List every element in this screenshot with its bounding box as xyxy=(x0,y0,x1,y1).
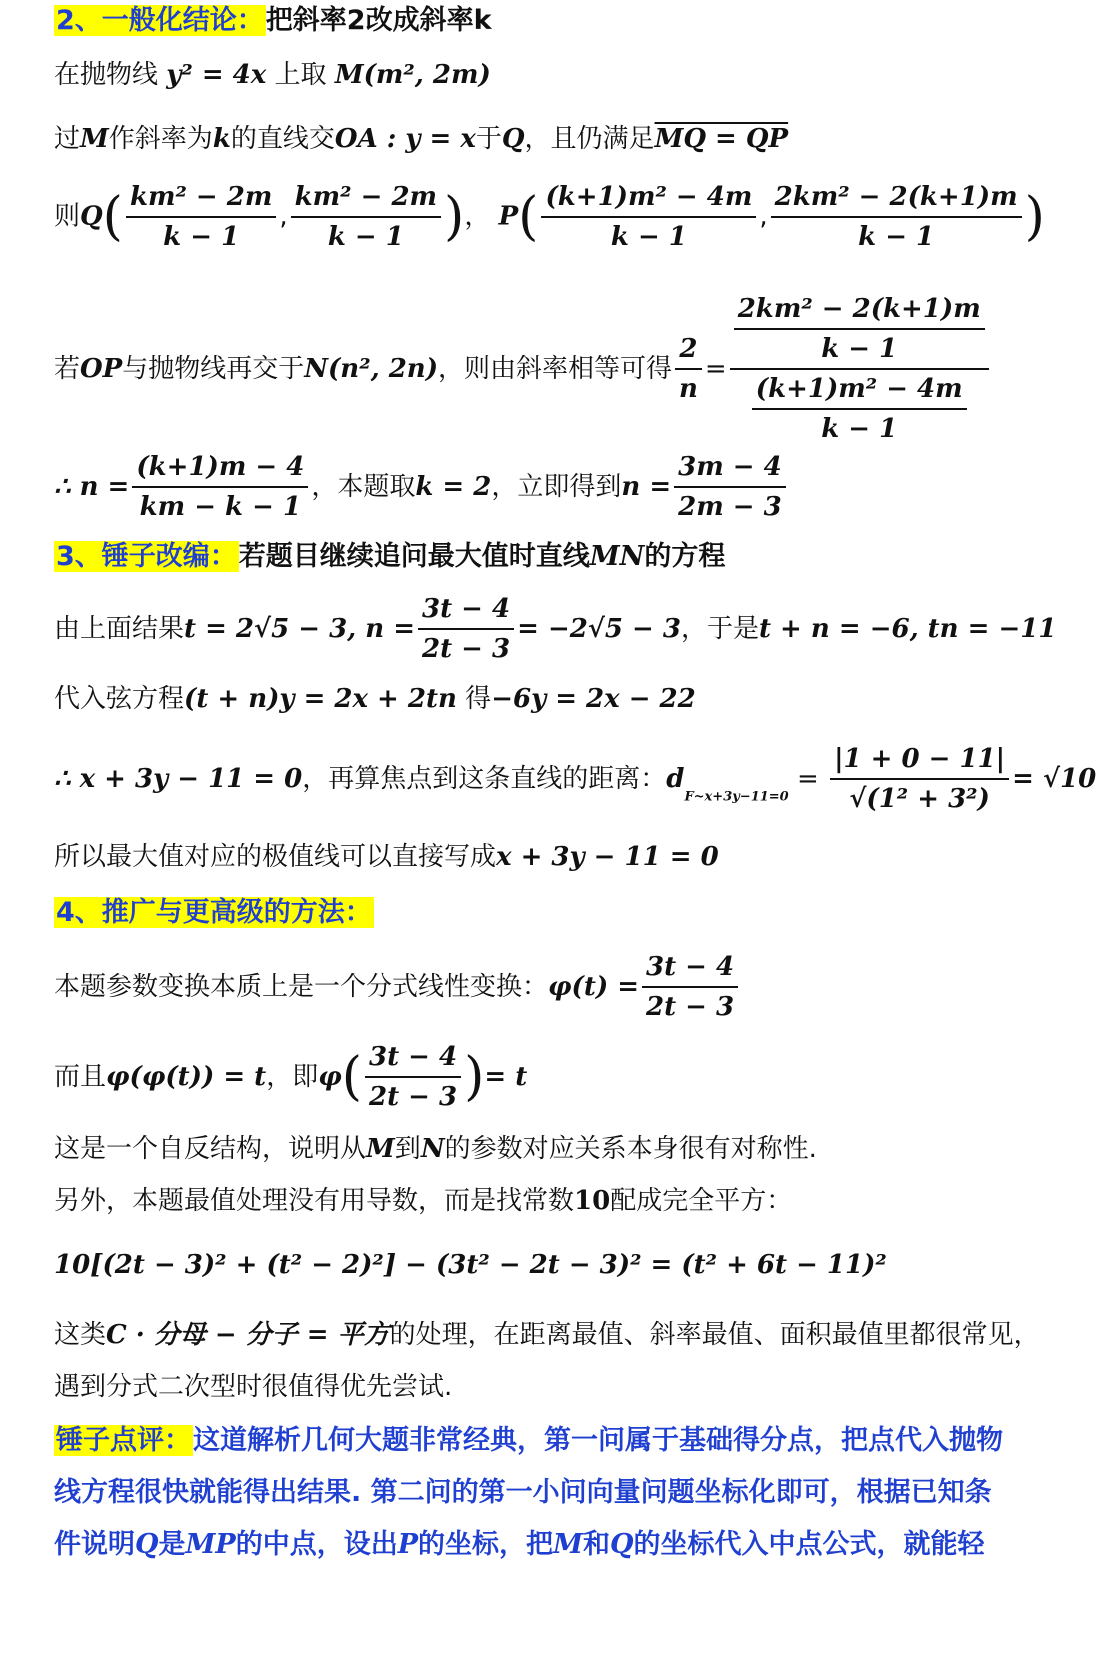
k-equals-2: k = 2 xyxy=(415,472,492,502)
phi-inner-fraction xyxy=(365,1038,461,1116)
q-x-fraction xyxy=(126,178,276,256)
line-mn-equation: ∴ x + 3y − 11 = 0 xyxy=(54,764,303,794)
review-line-1 xyxy=(54,1422,1003,1460)
s2-line-1 xyxy=(54,58,491,92)
s2-l4-text3: ，则由斜率相等可得 xyxy=(438,354,673,384)
slope-bot-num: (k+1)m² − 4m xyxy=(752,370,967,410)
review-text-1: 这道解析几何大题非常经典，第一问属于基础得分点，把点代入抛物 xyxy=(193,1425,1003,1456)
s4-l3-m: M xyxy=(366,1134,395,1164)
p-y-fraction xyxy=(771,178,1022,256)
slope-bot-den: k − 1 xyxy=(821,414,898,444)
t-value: t = 2√5 − 3, n = xyxy=(184,614,416,644)
vector-equation: MQ = QP xyxy=(654,124,789,154)
p-y-num: 2km² − 2(k+1)m xyxy=(771,178,1022,218)
point-n: N(n², 2n) xyxy=(304,354,438,384)
s4-l4-text: 另外，本题最值处理没有用导数，而是找常数 xyxy=(54,1186,575,1216)
square-identity: 10[(2t − 3)² + (t² − 2)²] − (3t² − 2t − 3)² = (t² + 6t − 11)² xyxy=(54,1250,887,1280)
n-equals-2: n = xyxy=(621,472,672,502)
s2-l2-text4: 于 xyxy=(475,124,502,154)
s3-line-4 xyxy=(54,840,719,874)
s2-line-4: 若OP与抛物线再交于N(n², 2n)，则由斜率相等可得 $\frac{2}{n}$ = $\frac{\frac{\text{2km² − 2(k+1)m}}{k - 1}}{\frac{\text{(k+1)m² − 4m}}{k - 1}}$ xyxy=(54,290,992,448)
n-equals: ∴ n = xyxy=(54,472,130,502)
involution-eq: φ(φ(t)) = t xyxy=(106,1062,267,1092)
review-3a: 件说明 xyxy=(54,1529,135,1560)
s2-line-2 xyxy=(54,122,788,156)
s3-l3-text: ，再算焦点到这条直线的距离： xyxy=(302,764,667,794)
s2-l2-text: 过 xyxy=(54,124,81,154)
s2-l4-text: 若 xyxy=(54,354,81,384)
s3-line-1 xyxy=(54,590,1056,668)
constant-10: 10 xyxy=(574,1186,611,1216)
point-m: M(m², 2m) xyxy=(334,60,491,90)
s4-line-7 xyxy=(54,1370,452,1404)
q-y-num: km² − 2m xyxy=(291,178,441,218)
s2-l3-q: Q xyxy=(80,201,103,232)
s4-l4-text2: 配成完全平方： xyxy=(610,1186,793,1216)
s3-line-2 xyxy=(54,682,696,716)
s2-l2-text3: 的直线交 xyxy=(230,124,335,154)
parabola-equation: y² = 4x xyxy=(166,60,267,90)
q-y-fraction xyxy=(291,178,441,256)
s4-line-3 xyxy=(54,1132,817,1166)
s2-l2-text2: 作斜率为 xyxy=(108,124,213,154)
slope-compound-fraction xyxy=(730,290,989,448)
s2-l2-q: Q xyxy=(501,124,525,154)
phi-definition: φ(t) = xyxy=(548,972,639,1002)
two-over-n xyxy=(675,330,702,408)
s2-l2-m: M xyxy=(80,124,109,154)
n-result-fraction xyxy=(674,448,786,526)
section-2-title: 把斜率2改成斜率k xyxy=(265,5,492,36)
section-3-title: 若题目继续追问最大值时直线 xyxy=(238,541,590,572)
phi-inner-num: 3t − 4 xyxy=(365,1038,461,1078)
distance-fraction xyxy=(830,740,1009,818)
s4-l3-text2: 到 xyxy=(394,1134,421,1164)
review-p: P xyxy=(397,1529,419,1560)
phi-inner-den: 2t − 3 xyxy=(369,1082,458,1112)
s3-frac-num: 3t − 4 xyxy=(418,590,514,630)
s2-l2-text5: ，且仍满足 xyxy=(524,124,655,154)
s4-line-2: 而且φ(φ(t)) = t，即φ( $\frac{3t - 4}{2t - 3}$ )= t xyxy=(54,1038,527,1116)
review-3f: 的坐标代入中点公式，就能轻 xyxy=(633,1529,985,1560)
s3-frac-den: 2t − 3 xyxy=(422,634,511,664)
review-3d: 的坐标，把 xyxy=(418,1529,554,1560)
p-x-num: (k+1)m² − 4m xyxy=(541,178,756,218)
s4-line-6 xyxy=(54,1318,1040,1352)
phi-num: 3t − 4 xyxy=(642,948,738,988)
s4-l1-text: 本题参数变换本质上是一个分式线性变换： xyxy=(54,972,549,1002)
distance-result: = √10 xyxy=(1012,764,1096,794)
section-3-heading xyxy=(54,538,725,576)
section-2-heading xyxy=(54,2,492,40)
q-y-den: k − 1 xyxy=(327,222,404,252)
review-m: M xyxy=(553,1529,583,1560)
s2-l5-text2: ，立即得到 xyxy=(491,472,622,502)
distance-den: √(1² + 3²) xyxy=(849,784,990,814)
section-3-label: 3、锤子改编： xyxy=(56,541,237,572)
s4-line-5 xyxy=(54,1248,887,1282)
p-y-den: k − 1 xyxy=(858,222,935,252)
s2-l2-k: k xyxy=(212,124,231,154)
extremal-line: x + 3y − 11 = 0 xyxy=(496,842,719,872)
slope-bottom xyxy=(730,370,989,448)
chord-substituted: −6y = 2x − 22 xyxy=(491,684,696,714)
s3-line-3: ∴ x + 3y − 11 = 0，再算焦点到这条直线的距离：$d_{F\sim x+3y-11=0}$ = $\frac{|1 + 0 - 11|}{\text{√(1² + 3²)}}$ = √10 xyxy=(54,740,1096,818)
s4-l2-text: 而且 xyxy=(54,1062,107,1092)
review-text-2: 线方程很快就能得出结果. 第二问的第一小问向量问题坐标化即可，根据已知条 xyxy=(54,1477,992,1508)
section-4-heading xyxy=(54,894,374,932)
review-line-2 xyxy=(54,1474,992,1512)
s2-l5-text: ，本题取 xyxy=(311,472,416,502)
p-x-fraction xyxy=(541,178,756,256)
s2-l4-op: OP xyxy=(80,354,123,384)
p-x-den: k − 1 xyxy=(610,222,687,252)
review-q2: Q xyxy=(609,1529,634,1560)
phi-den: 2t − 3 xyxy=(646,992,735,1022)
phi-fraction xyxy=(642,948,738,1026)
s2-line-3-coords: 则Q( $\frac{\text{km² − 2m}}{k - 1}$ , $\frac{\text{km² − 2m}}{k - 1}$ )， P( $\frac{\text{(k+1)m² − 4m}}{k - 1}$ , $\frac{\text{2km² − 2(k+1)m}}{k - 1}$ ) xyxy=(54,178,1045,256)
review-q: Q xyxy=(135,1529,159,1560)
s2-l4-text2: 与抛物线再交于 xyxy=(122,354,305,384)
n-num: (k+1)m − 4 xyxy=(132,448,308,488)
slope-top-num: 2km² − 2(k+1)m xyxy=(734,290,985,330)
s3-l1-text2: ，于是 xyxy=(680,614,759,644)
review-label: 锤子点评： xyxy=(56,1425,191,1456)
two-over-n-den: n xyxy=(679,374,698,404)
section-4-label: 4、推广与更高级的方法： xyxy=(56,897,372,928)
section-2-label: 2、一般化结论： xyxy=(56,5,264,36)
slope-top-den: k − 1 xyxy=(821,334,898,364)
n-value: = −2√5 − 3 xyxy=(517,614,681,644)
s2-line-5 xyxy=(54,448,789,526)
s3-fraction xyxy=(418,590,514,668)
technique-formula: C · 分母 − 分子 = 平方 xyxy=(106,1320,390,1350)
chord-equation: (t + n)y = 2x + 2tn xyxy=(184,684,457,714)
s2-l1-text: 在抛物线 xyxy=(54,60,159,90)
equals-t: = t xyxy=(484,1062,528,1092)
two-over-n-num: 2 xyxy=(675,330,702,370)
distance-num: |1 + 0 − 11| xyxy=(830,740,1009,780)
s3-l1-text: 由上面结果 xyxy=(54,614,185,644)
s4-l6-text: 这类 xyxy=(54,1320,107,1350)
s3-l2-text2: 得 xyxy=(465,684,492,714)
s4-line-1 xyxy=(54,948,741,1026)
n-den: km − k − 1 xyxy=(139,492,302,522)
s2-l3-p: P xyxy=(498,201,519,232)
n-result-den: 2m − 3 xyxy=(678,492,782,522)
review-3e: 和 xyxy=(582,1529,610,1560)
review-line-3 xyxy=(54,1526,984,1564)
sum-product: t + n = −6, tn = −11 xyxy=(759,614,1057,644)
s4-l3-text: 这是一个自反结构，说明从 xyxy=(54,1134,367,1164)
slope-top xyxy=(730,290,989,370)
review-mp: MP xyxy=(185,1529,236,1560)
line-oa-equation: OA : y = x xyxy=(334,124,476,154)
s4-l3-text3: 的参数对应关系本身很有对称性. xyxy=(444,1134,817,1164)
s3-l2-text: 代入弦方程 xyxy=(54,684,185,714)
s4-l7-text: 遇到分式二次型时很值得优先尝试. xyxy=(54,1372,453,1402)
s2-l1-text2: 上取 xyxy=(274,60,327,90)
q-x-num: km² − 2m xyxy=(126,178,276,218)
s4-l3-n: N xyxy=(420,1134,445,1164)
review-3c: 的中点，设出 xyxy=(235,1529,398,1560)
distance-subscript: F~x+3y−11=0 xyxy=(684,789,789,805)
section-3-title2: 的方程 xyxy=(644,541,726,572)
s4-l2-text2: ，即 xyxy=(266,1062,319,1092)
s3-l4-text: 所以最大值对应的极值线可以直接写成 xyxy=(54,842,497,872)
n-fraction xyxy=(132,448,308,526)
section-3-mn: MN xyxy=(589,541,645,572)
q-x-den: k − 1 xyxy=(163,222,240,252)
s4-l6-text2: 的处理，在距离最值、斜率最值、面积最值里都很常见， xyxy=(389,1320,1040,1350)
review-3b: 是 xyxy=(158,1529,186,1560)
s2-l3-prefix: 则 xyxy=(54,201,81,232)
phi-symbol: φ xyxy=(318,1062,342,1092)
n-result-num: 3m − 4 xyxy=(674,448,786,488)
s4-line-4 xyxy=(54,1184,792,1218)
distance-d: d xyxy=(666,764,685,794)
